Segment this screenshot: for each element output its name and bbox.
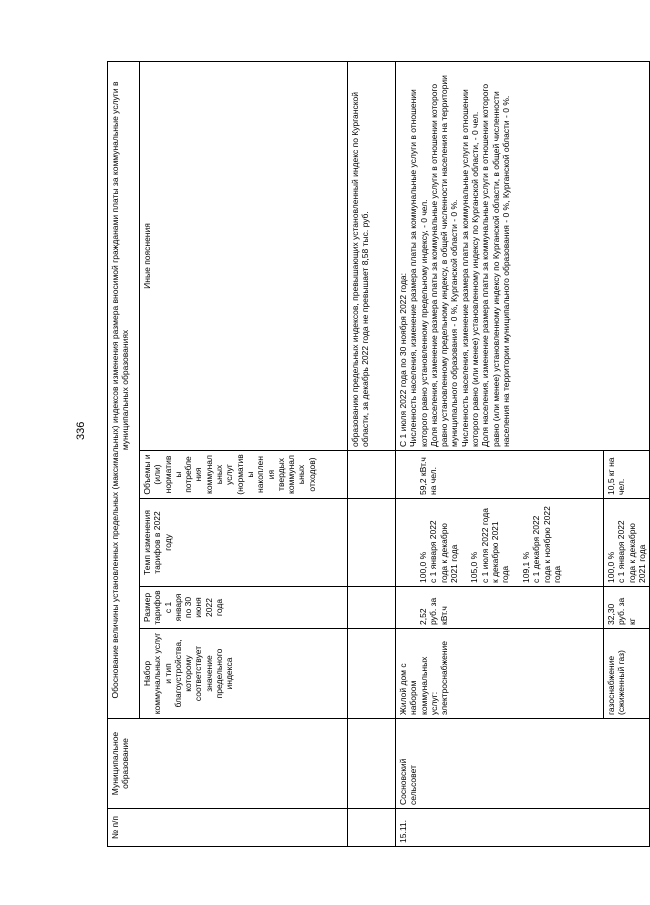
header-volume: Объемы и (или) нормативы потребления коммунальных услуг (нормативы накопления твердых коммунальных отходов) — [140, 451, 348, 499]
header-group-title: Обоснование величины установленных предельных (максимальных) индексов изменения размера вносимой гражданами платы за коммунальные услуги в муниципальных образованиях — [108, 61, 140, 718]
row-services-elec — [396, 629, 604, 719]
growth-gas: 100,0 % с 1 января 2022 года к декабрю 2021 года — [604, 499, 650, 587]
header-services: Набор коммунальных услуг и тип благоустройства, которому соответствует значение предельного индекса — [140, 629, 348, 719]
volume-electricity: 59,2 кВт.ч на чел. — [396, 451, 604, 499]
header-municipality: Муниципальное образование — [108, 719, 348, 809]
continuation-note: образованию предельных индексов, превышающих установленный индекс по Курганской области, за декабрь 2022 года не превышает 8,58 тыс. руб. — [348, 61, 396, 450]
header-tariff: Размер тарифов с 1 января по 30 июня 2022 года — [140, 587, 348, 629]
table-row-electricity — [396, 61, 604, 846]
tariff-table — [107, 61, 650, 847]
header-notes: Иные пояснения — [140, 61, 348, 450]
growth-electricity: 100,0 % с 1 января 2022 года к декабрю 2021 года 105,0 % с 1 июля 2022 года к декабрю 2021 года 109,1 % с 1 декабря 2022 года к ноябрю 2022 года — [396, 499, 604, 587]
volume-gas: 10,5 кг на чел. — [604, 451, 650, 499]
tariff-gas: 32,30 руб. за кг — [604, 587, 650, 629]
service-electricity: электроснабжение — [439, 640, 450, 715]
tariff-electricity: 2,52 руб. за кВт.ч — [396, 587, 604, 629]
page-number: 336 — [75, 421, 87, 440]
row-notes: С 1 июля 2022 года по 30 ноября 2022 года: Численность населения, изменение размера платы за коммунальные услуги в отношении которого равно установленному предельному индексу, - 0 чел. Доля населения, изменение размера платы за коммунальные услуги в отношении которого равно установленному предельному индексу, в общей численности населения на территории муниципального образования - 0 %, Курганской области - 0 %. Численность населения, изменение размера платы за коммунальные услуги в отношении которого равно (или менее) установленному индексу по Курганской области, - 0 чел. Доля населения, изменение размера платы за коммунальные услуги в отношении которого равно (или менее) установленному индексу по Курганской области, в общей численности населения на территории муниципального образования - 0 %, Курганской области - 0 %. — [396, 61, 650, 450]
service-gas: газоснабжение (сжиженный газ) — [604, 629, 650, 719]
row-municipality: Сосновский сельсовет — [396, 719, 650, 809]
row-number: 15.11. — [396, 809, 650, 847]
header-growth: Темп изменения тарифов в 2022 году — [140, 499, 348, 587]
service-header: Жилой дом с набором коммунальных услуг: — [398, 656, 439, 715]
table-row-continuation — [348, 61, 396, 846]
rotated-table-container — [107, 62, 647, 847]
header-number: № п/п — [108, 809, 348, 847]
